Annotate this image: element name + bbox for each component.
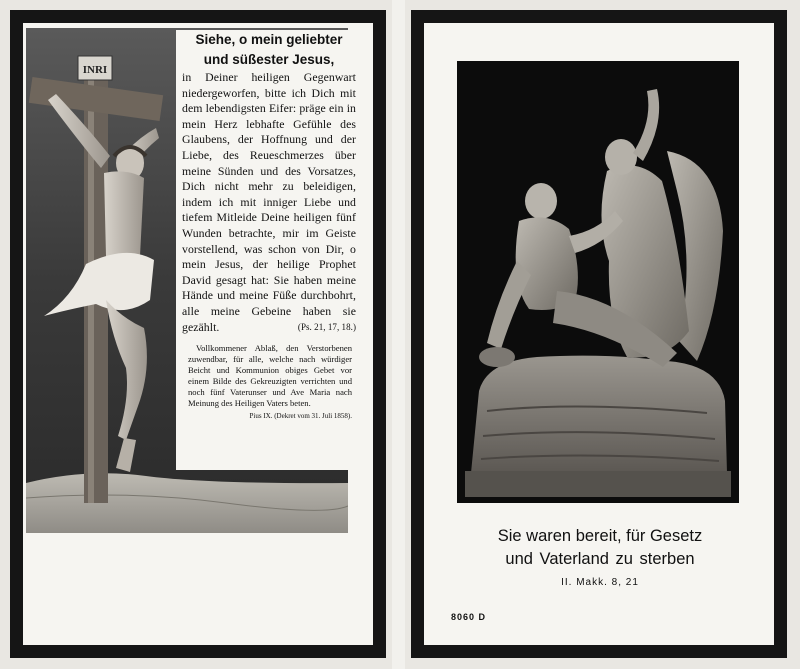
prayer-reference: (Ps. 21, 17, 18.) xyxy=(297,321,356,332)
memorial-caption-line2: und Vaterland zu sterben xyxy=(505,550,695,568)
inri-plaque: INRI xyxy=(82,64,108,76)
print-code: 8060 D xyxy=(451,612,487,622)
decree-text: Pius IX. (Dekret vom 31. Juli 1858). xyxy=(249,412,352,421)
bible-verse-reference: II. Makk. 8, 21 xyxy=(561,577,639,588)
prayer-text xyxy=(182,70,356,335)
prayer-title-line2: und süßester Jesus, xyxy=(203,52,335,67)
prayer-title-line1: Siehe, o mein geliebter xyxy=(195,32,343,47)
prayer-box xyxy=(176,30,362,470)
memorial-caption-line1: Sie waren bereit, für Gesetz xyxy=(497,527,703,545)
memorial-statue-photo xyxy=(457,61,739,503)
prayer-title xyxy=(176,30,362,70)
indulgence-text: Vollkommener Ablaß, den Verstorbenen zuwendbar, für alle, welche nach würdiger Beicht und Kommunion obiges Gebet vor einem Bilde des Gekreuzigten verrichten und noch fünf Vaterunser und Ave Maria nach Meinung des Heiligen Vaters beten. xyxy=(188,343,352,409)
prayer-body-text: in Deiner heiligen Gegenwart niedergeworfen, bitte ich Dich mit dem lebendigsten Eifer: präge ein in mein Herz lebhafte Gefühle des Glaubens, der Hoffnung und der Liebe, des Reueschmerzes über meine Sünden und des Vorsatzes, Dich nicht mehr zu beleidigen, indem ich mit inniger Liebe und tiefem Mitleide Deine heiligen fünf Wunden betrachte, mir im Geiste vorstellend, was schon von Dir, o mein Jesus, der heilige Prophet David gesagt hat: Sie haben meine Hände und meine Füße durchbohrt, alle meine Gebeine haben sie gezählt. xyxy=(182,70,356,334)
card-fold xyxy=(392,0,405,669)
